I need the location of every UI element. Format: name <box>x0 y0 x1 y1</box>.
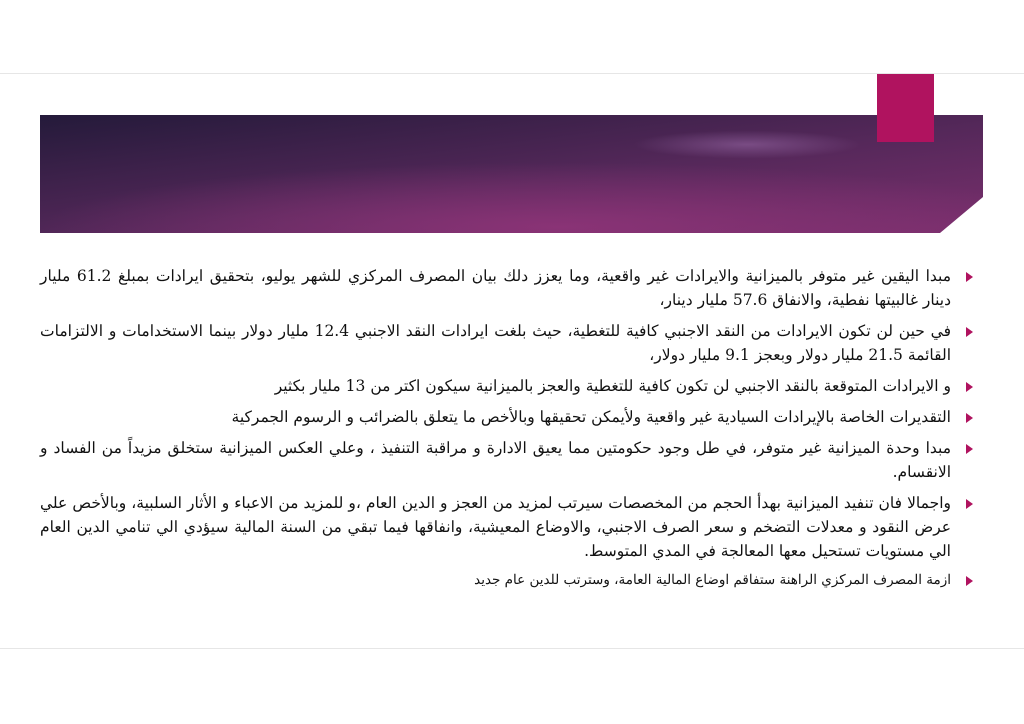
bullet-item <box>40 374 975 398</box>
bullet-text: و الايرادات المتوقعة بالنقد الاجنبي لن تكون كافية للتغطية والعجز بالميزانية سيكون اكتر من 13 مليار بكثير <box>274 377 951 395</box>
bullet-item <box>40 491 975 563</box>
triangle-bullet-icon <box>966 272 973 282</box>
bullet-text: ازمة المصرف المركزي الراهنة ستفاقم اوضاع المالية العامة، وسترتب للدين عام جديد <box>474 572 951 588</box>
presentation-slide <box>0 73 1024 649</box>
title-banner <box>40 115 983 233</box>
triangle-bullet-icon <box>966 382 973 392</box>
bullet-text: مبدا وحدة الميزانية غير متوفر، في طل وجود حكومتين مما يعيق الادارة و مراقبة التنفيذ ، وعلي العكس الميزانية ستخلق مزيداً من الفساد و الانقسام. <box>40 439 951 481</box>
triangle-bullet-icon <box>966 499 973 509</box>
banner-gradient-graphic <box>40 115 983 233</box>
bullet-text: في حين لن تكون الايرادات من النقد الاجنبي كافية للتغطية، حيث بلغت ايرادات النقد الاجنبي 12.4 مليار دولار بينما الاستخدامات و الالتزامات القائمة 21.5 مليار دولار وبعجز 9.1 مليار دولار، <box>40 322 951 364</box>
bullet-item <box>40 319 975 367</box>
bullet-item <box>40 570 975 590</box>
bullet-list <box>40 264 975 597</box>
triangle-bullet-icon <box>966 413 973 423</box>
triangle-bullet-icon <box>966 576 973 586</box>
bullet-text: مبدا اليقين غير متوفر بالميزانية والايرادات غير واقعية، وما يعزز دلك بيان المصرف المركزي للشهر يوليو، بتحقيق ايرادات بمبلغ 61.2 مليار دينار غالبيتها نفطية، والانفاق 57.6 مليار دينار، <box>40 267 952 309</box>
accent-bar <box>877 74 934 142</box>
bullet-item <box>40 436 975 484</box>
bullet-text: واجمالا فان تنفيد الميزانية بهدأ الحجم من المخصصات سيرتب لمزيد من العجز و الدين العام ،و للمزيد من الاعباء و الأثار السلبية، وبالأخص علي عرض النقود و معدلات التضخم و سعر الصرف الاجنبي، والاوضاع المعيشية، وانفاقها فيما تبقي من السنة المالية سيؤدي الي تنامي الدين العام الي مستويات تستحيل معها المعالجة في المدي المتوسط. <box>40 494 951 560</box>
bullet-item <box>40 405 975 429</box>
triangle-bullet-icon <box>966 444 973 454</box>
bullet-item <box>40 264 975 312</box>
triangle-bullet-icon <box>966 327 973 337</box>
bullet-text: التقديرات الخاصة بالإيرادات السيادية غير واقعية ولأيمكن تحقيقها وبالأخص ما يتعلق بالضرائب و الرسوم الجمركية <box>231 408 951 426</box>
